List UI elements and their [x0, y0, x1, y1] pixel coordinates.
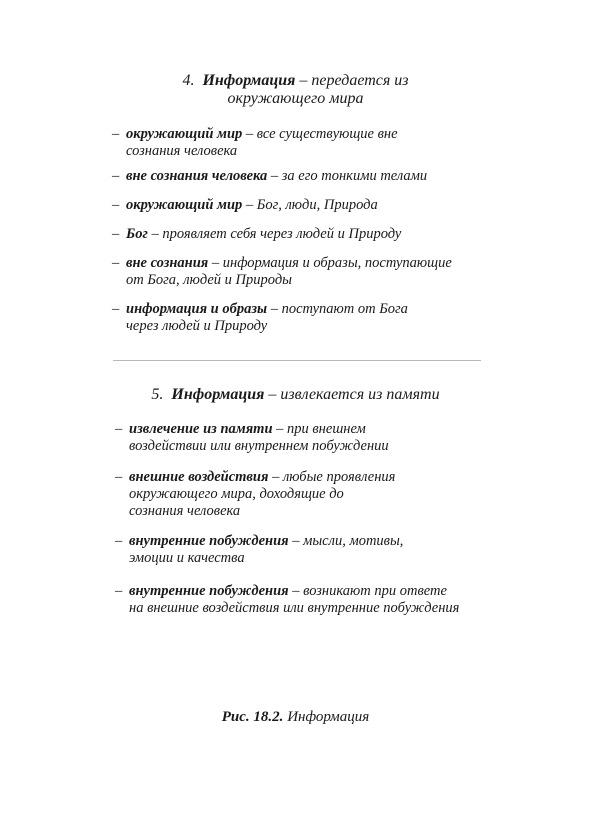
section-4-rest: – передается из: [295, 72, 409, 89]
section-4-line2: окружающего мира: [227, 90, 364, 107]
item-dash: –: [112, 197, 120, 213]
section-5-item-3: [115, 533, 403, 567]
item-dash: –: [112, 168, 120, 184]
item-definition: – все существующие вне сознания человека: [126, 126, 398, 159]
section-4-item-5: [112, 255, 452, 289]
item-term: извлечение из памяти: [129, 421, 273, 437]
item-definition: – информация и образы, поступающие от Бога, людей и Природы: [126, 255, 452, 288]
section-5-item-2: [115, 469, 395, 520]
item-definition: – возникают при ответе на внешние воздействия или внутренние побуждения: [129, 583, 460, 616]
item-dash: –: [115, 583, 123, 599]
item-definition: – любые проявления окружающего мира, доходящие до сознания человека: [129, 469, 396, 519]
section-4-item-3: [112, 197, 378, 214]
item-dash: –: [112, 301, 120, 317]
section-4-item-1: [112, 126, 398, 160]
item-definition: – за его тонкими телами: [267, 168, 428, 184]
item-definition: – при внешнем воздействии или внутреннем побуждении: [129, 421, 389, 454]
figure-caption-text: Информация: [283, 709, 370, 725]
figure-caption-label: Рис. 18.2.: [221, 709, 284, 725]
section-4-heading: [0, 72, 591, 108]
item-term: вне сознания человека: [126, 168, 268, 184]
section-4-number: 4.: [182, 72, 195, 89]
section-5-rest: – извлекается из памяти: [264, 386, 440, 403]
item-term: Бог: [126, 226, 148, 242]
item-dash: –: [112, 226, 120, 242]
section-5-item-4: [115, 583, 459, 617]
item-term: внешние воздействия: [129, 469, 269, 485]
item-dash: –: [112, 255, 120, 271]
section-4-item-6: [112, 301, 408, 335]
section-5-item-1: [115, 421, 389, 455]
section-divider: [113, 360, 481, 361]
item-definition: – поступают от Бога через людей и Природу: [126, 301, 408, 334]
item-dash: –: [115, 533, 123, 549]
item-definition: – Бог, люди, Природа: [242, 197, 378, 213]
section-4-term: Информация: [202, 72, 296, 89]
section-5-number: 5.: [151, 386, 164, 403]
item-dash: –: [115, 421, 123, 437]
item-term: внутренние побуждения: [129, 533, 289, 549]
item-dash: –: [112, 126, 120, 142]
item-definition: – проявляет себя через людей и Природу: [147, 226, 402, 242]
section-5-heading: [0, 386, 591, 404]
item-definition: – мысли, мотивы, эмоции и качества: [129, 533, 404, 566]
item-term: информация и образы: [126, 301, 268, 317]
section-4-item-2: [112, 168, 427, 185]
item-term: вне сознания: [126, 255, 209, 271]
item-term: окружающий мир: [126, 126, 243, 142]
section-5-term: Информация: [171, 386, 265, 403]
figure-caption: [0, 708, 591, 726]
item-dash: –: [115, 469, 123, 485]
section-4-item-4: [112, 226, 401, 243]
item-term: окружающий мир: [126, 197, 243, 213]
item-term: внутренние побуждения: [129, 583, 289, 599]
